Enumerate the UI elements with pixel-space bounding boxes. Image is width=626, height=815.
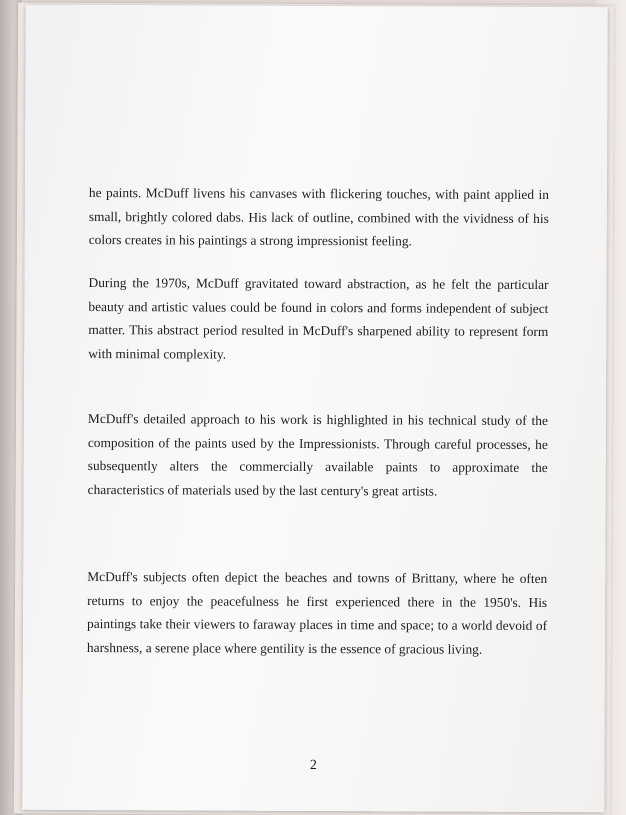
paragraph-brittany: McDuff's subjects often depict the beaches and towns of Brittany, where he often returns to enjoy the peacefulness he first experienced there in the 1950's. His paintings take their viewers to faraway places in time and space; to a world devoid of harshness, a serene place where gentility is the essence of gracious living. — [86, 569, 548, 657]
paragraph-technical-study: McDuff's detailed approach to his work is highlighted in his technical study of the composition of the paints used by the Impressionists. Through careful processes, he subsequently alters the commercially available paints to approximate the characteristics of materials used by the last century's great artists. — [87, 411, 548, 499]
paragraph-impressionist-feeling: he paints. McDuff livens his canvases with flickering touches, with paint applied in small, brightly colored dabs. His lack of outline, combined with the vividness of his colors creates in his paintings a strong impressionist feeling. — [88, 185, 549, 249]
document-page — [22, 5, 608, 813]
page-number: 2 — [309, 757, 317, 774]
paragraph-abstraction: During the 1970s, McDuff gravitated toward abstraction, as he felt the particular beauty and artistic values could be found in colors and forms independent of subject matter. This abstract period resulted in McDuff's sharpened ability to represent form with minimal complexity. — [88, 275, 549, 362]
